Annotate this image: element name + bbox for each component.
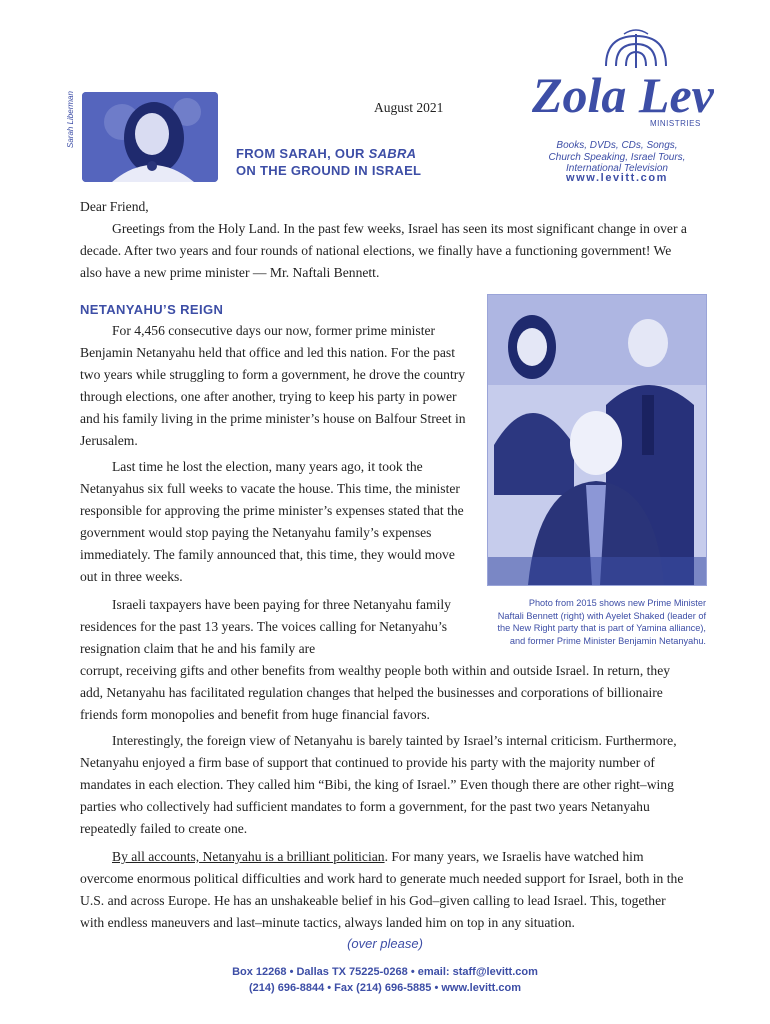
- intro-paragraph: Greetings from the Holy Land. In the past few weeks, Israel has seen its most significant change in over a decade. After two years and four rounds of national elections, we finally have a functioning government! We also have a new prime minister — Mr. Naftali Bennett.: [80, 221, 687, 281]
- paragraph-5-rest: . For many years, we Israelis have watched him overcome enormous political difficulties and work hard to generate much needed support for Israel, both in the U.S. and across Europe. He has an unshakeable belief in his God–given calling to lead Israel. This, together with endless maneuvers and last–minute tactics, always landed him on top in any situation.: [80, 849, 684, 931]
- logo-website[interactable]: www.levitt.com: [565, 172, 669, 184]
- paragraph-5: [80, 846, 688, 934]
- paragraph-2: Last time he lost the election, many years ago, it took the Netanyahus six full weeks to vacate the house. This time, the minister responsible for approving the prime minister’s expenses stated that the government would stop paying the Netanyahu family’s expenses immediately. The family announced that, this time, they would move out in three weeks.: [80, 459, 464, 585]
- svg-text:Zola Levitt: Zola Lev: [532, 67, 714, 123]
- logo-tagline: Books, DVDs, CDs, Songs, Church Speaking, Israel Tours, International Television: [548, 140, 686, 174]
- headline-line2: ON THE GROUND IN ISRAEL: [236, 163, 422, 178]
- headline-sabra: SABRA: [368, 146, 417, 161]
- footer-contact: [0, 964, 770, 996]
- menorah-icon: [606, 30, 666, 68]
- footer-line-2: (214) 696-8844 • Fax (214) 696-5885 • www.levitt.com: [248, 982, 522, 994]
- paragraph-1: For 4,456 consecutive days our now, former prime minister Benjamin Netanyahu held that office and led this nation. For the past two years while struggling to form a government, he drove the country through elections, one after another, trying to keep his party in power and his family living in the prime minister’s house on Balfour Street in Jerusalem.: [80, 323, 466, 449]
- letter-date: August 2021: [374, 100, 444, 115]
- over-please: (over please): [347, 936, 423, 951]
- svg-text:MINISTRIES: MINISTRIES: [650, 119, 701, 128]
- photo-credit: Sarah Liberman: [66, 91, 75, 148]
- letter-headline: [236, 145, 421, 179]
- photo-caption: Photo from 2015 shows new Prime Minister Naftali Bennett (right) with Ayelet Shaked (leader of the New Right party that is part of Yamina alliance), and former Prime Minister Benjamin Netanyahu.: [497, 598, 706, 646]
- brilliant-politician-text: By all accounts, Netanyahu is a brilliant politician: [112, 849, 385, 864]
- salutation: Dear Friend,: [80, 199, 149, 214]
- section-title: NETANYAHU’S REIGN: [80, 302, 224, 317]
- footer-line-1: Box 12268 • Dallas TX 75225-0268 • email: staff@levitt.com: [232, 966, 538, 978]
- sarah-portrait: [82, 92, 218, 182]
- paragraph-4: Interestingly, the foreign view of Netanyahu is barely tainted by Israel’s internal criticism. Furthermore, Netanyahu enjoyed a firm base of support that continued to provide his party with the majority number of mandates in each election. They called him “Bibi, the king of Israel.” Even though there are other right–wing parties who collectively had sufficient mandates to form a government, for the past two years Netanyahu repeatedly failed to create one.: [80, 733, 677, 837]
- zola-levitt-logo: [528, 28, 714, 132]
- politicians-photo: [487, 294, 707, 586]
- headline-part-a: FROM SARAH, OUR: [236, 146, 369, 161]
- paragraph-3-wide: corrupt, receiving gifts and other benefits from wealthy people both within and outside Israel. In return, they add, Netanyahu has facilitated regulation changes that helped the businesses and corporations of billionaire friends form monopolies and benefit from huge financial favors.: [80, 663, 671, 723]
- paragraph-3-narrow: Israeli taxpayers have been paying for three Netanyahu family residences for the past 13 years. The voices calling for Netanyahu’s resignation claim that he and his family are: [80, 597, 451, 657]
